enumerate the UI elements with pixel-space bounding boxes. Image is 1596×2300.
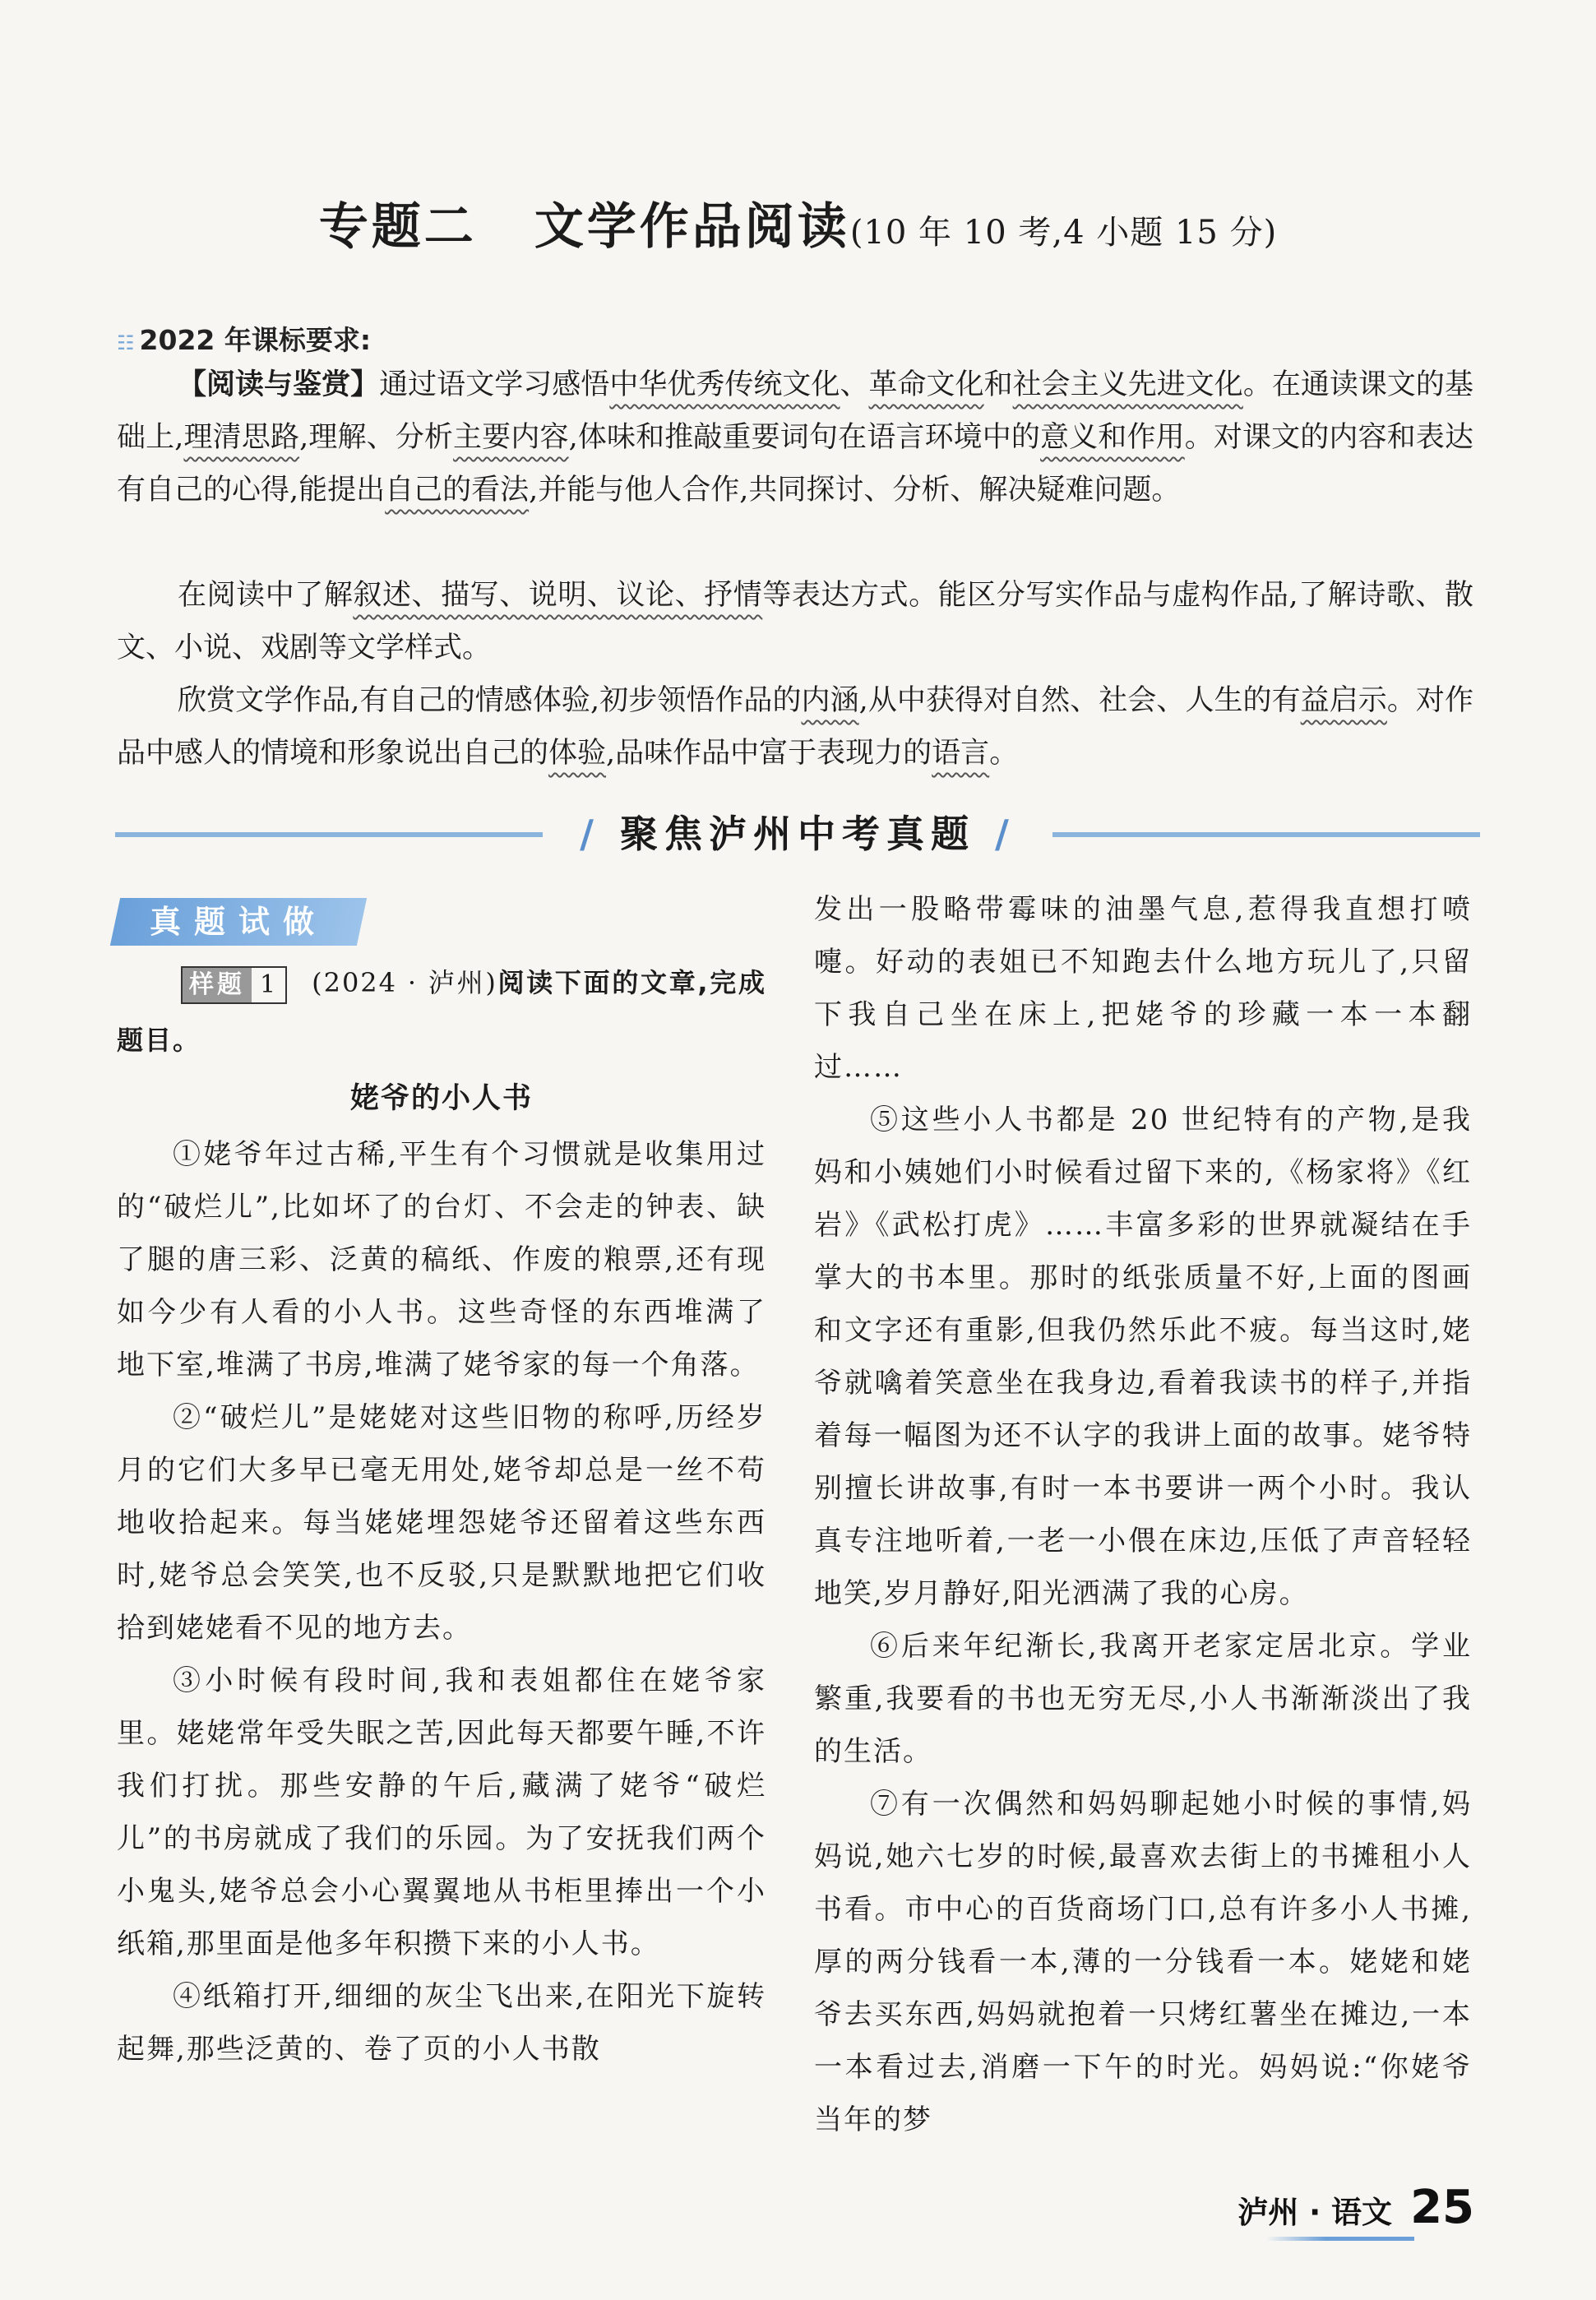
page-title xyxy=(0,187,1596,258)
requirements-heading: ☷ 2022 年课标要求: xyxy=(117,324,372,356)
article-paragraph-4: ④纸箱打开,细细的灰尘飞出来,在阳光下旋转起舞,那些泛黄的、卷了页的小人书散 xyxy=(117,1980,766,2066)
requirements-mark-icon: ☷ xyxy=(117,331,135,354)
sample-source: (2024 · 泸州) xyxy=(312,967,497,998)
article-paragraph-4-continued: 发出一股略带霉味的油墨气息,惹得我直想打喷嚏。好动的表姐已不知跑去什么地方玩儿了,只留下我自己坐在床上,把姥爷的珍藏一本一本翻过…… xyxy=(814,893,1472,1084)
article-paragraph-1: ①姥爷年过古稀,平生有个习惯就是收集用过的“破烂儿”,比如坏了的台灯、不会走的钟表、缺了腿的唐三彩、泛黄的稿纸、作废的粮票,还有现如今少有人看的小人书。这些奇怪的东西堆满了地下室,堆满了书房,堆满了姥爷家的每一个角落。 xyxy=(117,1138,766,1381)
left-column xyxy=(117,954,766,2076)
section-banner: / 聚焦泸州中考真题 / xyxy=(115,804,1480,862)
article-paragraph-3: ③小时候有段时间,我和表姐都住在姥爷家里。姥姥常年受失眠之苦,因此每天都要午睡,不许我们打扰。那些安静的午后,藏满了姥爷“破烂儿”的书房就成了我们的乐园。为了安抚我们两个小鬼头,姥爷总会小心翼翼地从书柜里捧出一个小纸箱,那里面是他多年积攒下来的小人书。 xyxy=(117,1664,766,1960)
sample-instruction: 阅读下面的文章,完成题目。 xyxy=(117,967,766,1056)
article-paragraph-5: ⑤这些小人书都是 20 世纪特有的产物,是我妈和小姨她们小时候看过留下来的,《杨家将》《红岩》《武松打虎》……丰富多彩的世界就凝结在手掌大的书本里。那时的纸张质量不好,上面的图画和文字还有重影,但我仍然乐此不疲。每当这时,姥爷就噙着笑意坐在我身边,看着我读书的样子,并指着每一幅图为还不认字的我讲上面的故事。姥爷特别擅长讲故事,有时一本书要讲一两个小时。我认真专注地听着,一老一小偎在床边,压低了声音轻轻地笑,岁月静好,阳光洒满了我的心房。 xyxy=(814,1104,1472,1610)
requirements-paragraph-1: 【阅读与鉴赏】通过语文学习感悟中华优秀传统文化、革命文化和社会主义先进文化。在通读课文的基础上,理清思路,理解、分析主要内容,体味和推敲重要词句在语言环境中的意义和作用。对课文的内容和表达有自己的心得,能提出自己的看法,并能与他人合作,共同探讨、分析、解决疑难问题。 xyxy=(117,368,1473,507)
page-number: 25 xyxy=(1410,2181,1474,2234)
sample-badge: 样题 1 xyxy=(181,966,287,1004)
article-paragraph-2: ②“破烂儿”是姥姥对这些旧物的称呼,历经岁月的它们大多早已毫无用处,姥爷却总是一丝不苟地收拾起来。每当姥姥埋怨姥爷还留着这些东西时,姥爷总会笑笑,也不反驳,只是默默地把它们收拾到姥姥看不见的地方去。 xyxy=(117,1401,766,1645)
title-topic: 专题二 xyxy=(318,198,477,256)
footer-underline xyxy=(1266,2237,1414,2241)
article-paragraph-7: ⑦有一次偶然和妈妈聊起她小时候的事情,妈妈说,她六七岁的时候,最喜欢去街上的书摊租小人书看。市中心的百货商场门口,总有许多小人书摊,厚的两分钱看一本,薄的一分钱看一本。姥姥和姥爷去买东西,妈妈就抱着一只烤红薯坐在摊边,一本一本看过去,消磨一下午的时光。妈妈说:“你姥爷当年的梦 xyxy=(814,1788,1472,2136)
title-subtitle: (10 年 10 考,4 小题 15 分) xyxy=(849,214,1278,252)
banner-title: 聚焦泸州中考真题 xyxy=(620,812,975,856)
requirements-paragraph-3: 欣赏文学作品,有自己的情感体验,初步领悟作品的内涵,从中获得对自然、社会、人生的有益启示。对作品中感人的情境和形象说出自己的体验,品味作品中富于表现力的语言。 xyxy=(117,684,1473,770)
sample-question-header xyxy=(117,954,766,1069)
article-title: 姥爷的小人书 xyxy=(349,1082,533,1115)
page-footer xyxy=(1237,2181,1474,2234)
title-name: 文学作品阅读 xyxy=(534,198,850,256)
section-tag: 真题试做 xyxy=(110,898,367,946)
article-paragraph-6: ⑥后来年纪渐长,我离开老家定居北京。学业繁重,我要看的书也无穷无尽,小人书渐渐淡出了我的生活。 xyxy=(814,1630,1472,1768)
footer-label: 泸州 · 语文 xyxy=(1237,2195,1393,2230)
requirements-paragraph-2: 在阅读中了解叙述、描写、说明、议论、抒情等表达方式。能区分写实作品与虚构作品,了解诗歌、散文、小说、戏剧等文学样式。 xyxy=(117,579,1473,664)
right-column xyxy=(814,883,1472,2146)
